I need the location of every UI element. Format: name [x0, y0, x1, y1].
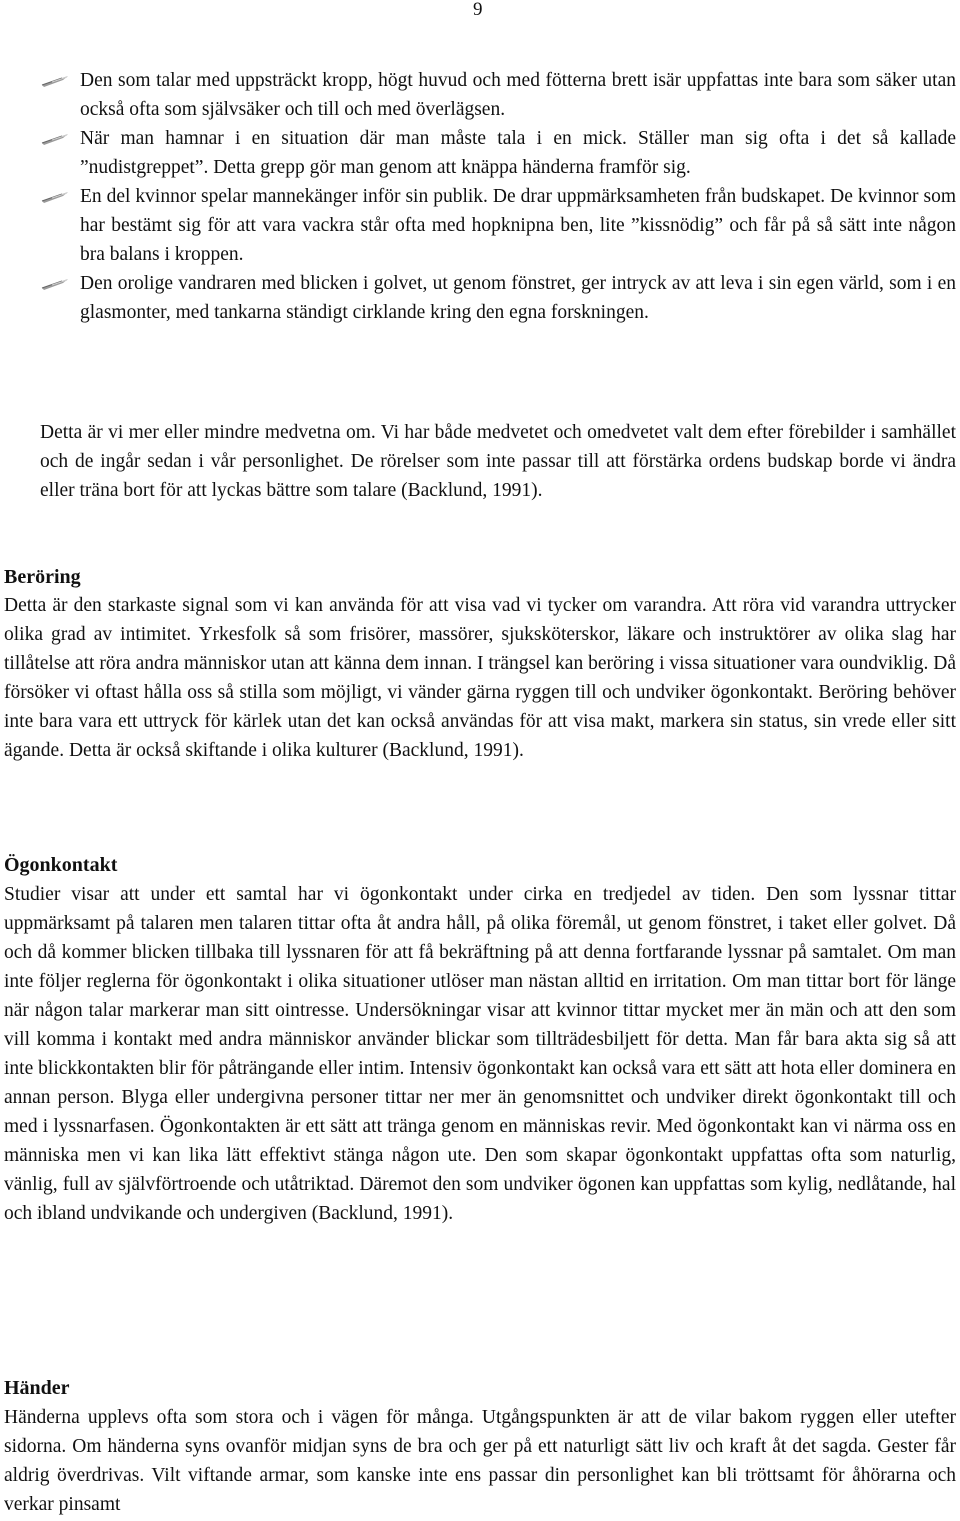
- intro-paragraph: Detta är vi mer eller mindre medvetna om. Vi har både medvetet och omedvetet valt dem efter förebilder i samhället och de ingår sedan i vår personlighet. De rörelser som inte passar till att förstärka ordens budskap borde vi ändra eller träna bort för att lyckas bättre som talare (Backlund, 1991).: [40, 422, 956, 501]
- bullet-list: [40, 66, 956, 327]
- bullet-text: Den orolige vandraren med blicken i golvet, ut genom fönstret, ger intryck av att leva i sin egen värld, som i en glasmonter, med tankarna ständigt cirklande kring den egna forskningen.: [80, 273, 956, 323]
- section-body-ogonkontakt: Studier visar att under ett samtal har vi ögonkontakt under cirka en tredjedel av tiden. Den som lyssnar tittar uppmärksamt på talaren men talaren tittar ofta åt andra håll, på olika föremål, ut genom fönstret, i taket eller golvet. Då och då kommer blicken tillbaka till lyssnaren för att få bekräftning på att denna fortfarande lyssnar på samtalet. Om man inte följer reglerna för ögonkontakt i olika situationer utlöser man nästan alltid en irritation. Om man tittar bort för länge när någon talar markerar man sitt ointresse. Undersökningar visar att kvinnor tittar mycket mer än män och att den som vill komma i kontakt med andra människor använder blickar som tillträdesbiljett för detta. Man får bara akta sig så att inte blickkontakten blir för påträngande eller intim. Intensiv ögonkontakt kan också vara ett sätt att hota eller dominera en annan person. Blyga eller undergivna personer tittar ner mer än genomsnittet och undviker direkt ögonkontakt till och med i lyssnarfasen. Ögonkontakten är ett sätt att tränga genom en människas revir. Med ögonkontakt kan vi närma oss en människa men vi kan lika lätt effektivt stänga någon ute. Den som skapar ögonkontakt uppfattas ofta som naturlig, vänlig, full av självförtroende och utåtriktad. Däremot den som undviker ögonen kan uppfattas som kylig, nedlåtande, hal och ibland undvikande och undergiven (Backlund, 1991).: [4, 884, 956, 1224]
- section-heading-beroring: Beröring: [4, 566, 81, 588]
- bullet-item: [40, 66, 956, 124]
- bullet-item: [40, 182, 956, 269]
- section-heading-hander: Händer: [4, 1377, 70, 1399]
- bullet-text: Den som talar med uppsträckt kropp, högt huvud och med fötterna brett isär uppfattas inte bara som säker utan också ofta som självsäker och till och med överlägsen.: [80, 70, 956, 120]
- section-heading-ogonkontakt: Ögonkontakt: [4, 854, 118, 876]
- pen-bullet-icon: [40, 190, 70, 204]
- pen-bullet-icon: [40, 74, 70, 88]
- bullet-item: [40, 124, 956, 182]
- bullet-text: En del kvinnor spelar mannekänger inför sin publik. De drar uppmärksamheten från budskapet. De kvinnor som har bestämt sig för att vara vackra står ofta med hopknipna ben, lite ”kissnödig” och får på så sätt inte någon bra balans i kroppen.: [80, 186, 956, 265]
- bullet-text: När man hamnar i en situation där man måste tala i en mick. Ställer man sig ofta i det så kallade ”nudistgreppet”. Detta grepp gör man genom att knäppa händerna framför sig.: [80, 128, 956, 178]
- bullet-item: [40, 269, 956, 327]
- section-body-beroring: Detta är den starkaste signal som vi kan använda för att visa vad vi tycker om varandra. Att röra vid varandra uttrycker olika grad av intimitet. Yrkesfolk så som frisörer, massörer, sjuksköterskor, läkare och instruktörer av olika slag har tillåtelse att röra andra människor utan att känna dem innan. I trängsel kan beröring i vissa situationer vara oundviklig. Då försöker vi oftast hålla oss så stilla som möjligt, vi vänder gärna ryggen till och undviker ögonkontakt. Beröring behöver inte bara vara ett uttryck för kärlek utan det kan också användas för att visa makt, markera sin status, sin vrede eller sitt ägande. Detta är också skiftande i olika kulturer (Backlund, 1991).: [4, 595, 956, 761]
- pen-bullet-icon: [40, 132, 70, 146]
- section-body-hander: Händerna upplevs ofta som stora och i vägen för många. Utgångspunkten är att de vilar bakom ryggen eller utefter sidorna. Om händerna syns ovanför midjan syns de bra och ger på ett naturligt sätt liv och kraft åt det sagda. Gester får aldrig överdrivas. Vilt viftande armar, som kanske inte ens passar din personlighet kan bli tröttsamt för åhörarna och verkar pinsamt: [4, 1407, 956, 1515]
- pen-bullet-icon: [40, 277, 70, 291]
- page-number: 9: [473, 0, 483, 20]
